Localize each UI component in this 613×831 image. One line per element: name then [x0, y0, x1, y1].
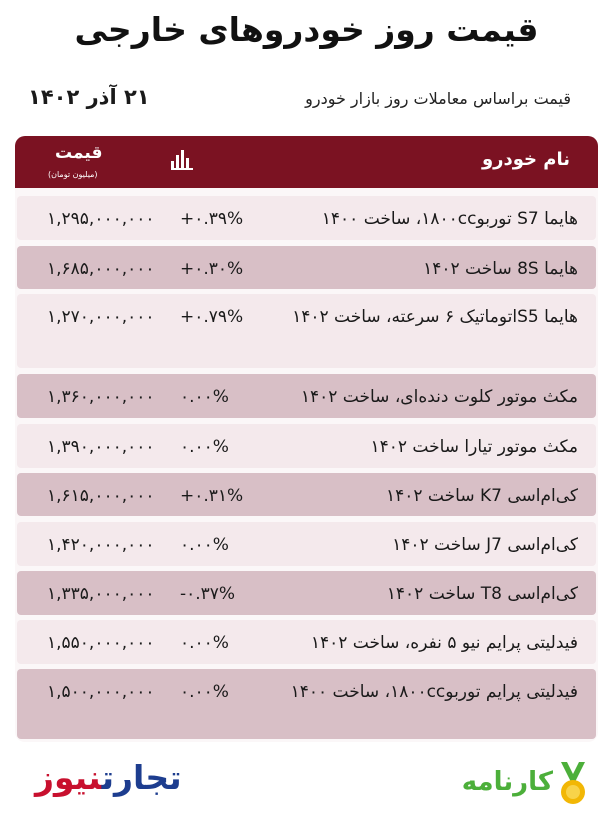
price-change: +۰.۳۱% — [180, 486, 244, 506]
table-row — [17, 522, 596, 566]
column-header-price: قیمت — [55, 143, 103, 163]
price-change: ۰.۰۰% — [180, 682, 229, 702]
price-change: ۰.۰۰% — [180, 535, 229, 555]
table-row — [17, 374, 596, 418]
karnameh-logo: کارنامه — [461, 767, 553, 797]
date-label: ۲۱ آذر ۱۴۰۲ — [28, 85, 150, 109]
car-name: فیدلیتی پرایم نیو ۵ نفره، ساخت ۱۴۰۲ — [310, 633, 578, 653]
car-price: ۱,۳۶۰,۰۰۰,۰۰۰ — [47, 387, 155, 407]
page-title: قیمت روز خودروهای خارجی — [74, 10, 539, 49]
price-change: +۰.۳۰% — [180, 259, 244, 279]
price-basis-note: قیمت براساس معاملات روز بازار خودرو — [305, 89, 571, 108]
column-header-price-unit: (میلیون تومان) — [48, 170, 98, 179]
price-change: ۰.۰۰% — [180, 633, 229, 653]
car-price: ۱,۳۹۰,۰۰۰,۰۰۰ — [47, 437, 155, 457]
price-change: ۰.۰۰% — [180, 387, 229, 407]
column-header-name: نام خودرو — [481, 149, 570, 170]
price-change: +۰.۳۹% — [180, 209, 244, 229]
car-name: کی‌ام‌اسی K7 ساخت ۱۴۰۲ — [386, 486, 578, 506]
price-table — [15, 136, 598, 742]
car-name: کی‌ام‌اسی J7 ساخت ۱۴۰۲ — [392, 535, 578, 555]
car-price: ۱,۳۳۵,۰۰۰,۰۰۰ — [47, 584, 155, 604]
table-row — [17, 294, 596, 368]
table-row — [17, 571, 596, 615]
car-name: فیدلیتی پرایم توربو۱۸۰۰cc، ساخت ۱۴۰۰ — [290, 682, 578, 702]
table-row — [17, 620, 596, 664]
logo-text-part2: نیوز — [35, 758, 102, 797]
table-row — [17, 424, 596, 468]
car-price: ۱,۶۱۵,۰۰۰,۰۰۰ — [47, 486, 155, 506]
car-price: ۱,۵۰۰,۰۰۰,۰۰۰ — [47, 682, 155, 702]
car-name: هایما S5اتوماتیک ۶ سرعته، ساخت ۱۴۰۲ — [292, 307, 578, 327]
table-row — [17, 473, 596, 516]
car-price: ۱,۶۸۵,۰۰۰,۰۰۰ — [47, 259, 155, 279]
car-name: مکث موتور تیارا ساخت ۱۴۰۲ — [370, 437, 578, 457]
medal-icon — [555, 760, 591, 806]
car-name: کی‌ام‌اسی T8 ساخت ۱۴۰۲ — [386, 584, 578, 604]
car-name: هایما S7 توربو۱۸۰۰cc، ساخت ۱۴۰۰ — [321, 209, 578, 229]
logo-text-part1: تجارت — [101, 758, 182, 797]
car-price: ۱,۲۹۵,۰۰۰,۰۰۰ — [47, 209, 155, 229]
car-price: ۱,۲۷۰,۰۰۰,۰۰۰ — [47, 307, 155, 327]
table-row — [17, 196, 596, 240]
price-change: -۰.۳۷% — [180, 584, 236, 604]
bar-chart-icon — [171, 150, 193, 170]
table-header — [15, 136, 598, 188]
table-row — [17, 246, 596, 289]
car-price: ۱,۴۲۰,۰۰۰,۰۰۰ — [47, 535, 155, 555]
price-change: +۰.۷۹% — [180, 307, 244, 327]
tejarat-news-logo — [35, 758, 182, 797]
price-change: ۰.۰۰% — [180, 437, 229, 457]
car-price: ۱,۵۵۰,۰۰۰,۰۰۰ — [47, 633, 155, 653]
car-name: هایما 8S ساخت ۱۴۰۲ — [423, 259, 578, 279]
car-name: مکث موتور کلوت دنده‌ای، ساخت ۱۴۰۲ — [300, 387, 578, 407]
table-row — [17, 669, 596, 739]
